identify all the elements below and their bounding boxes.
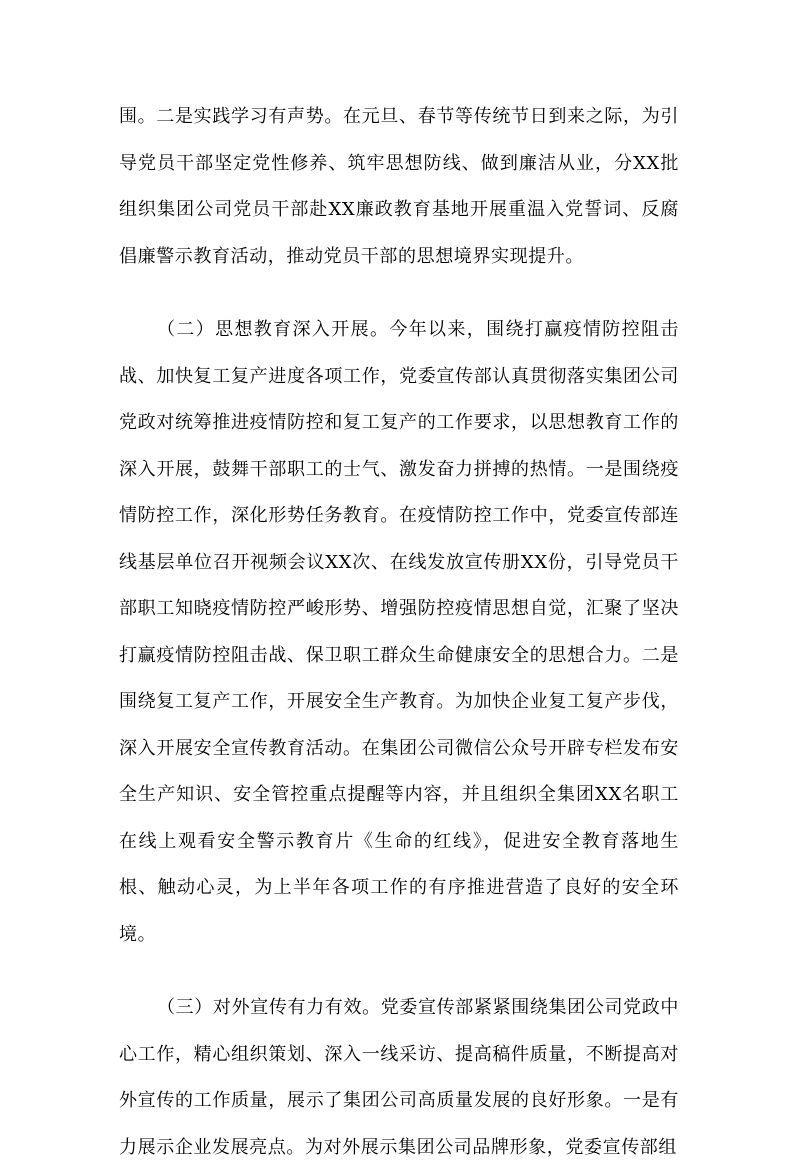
paragraph-continuation: 围。二是实践学习有声势。在元旦、春节等传统节日到来之际，为引导党员干部坚定党性修养、筑牢思想防线、做到廉洁从业，分XX批组织集团公司党员干部赴XX廉政教育基地开展重温入党誓词、反腐倡廉警示教育活动，推动党员干部的思想境界实现提升。 <box>119 106 679 267</box>
paragraph-ideological-education: （二）思想教育深入开展。今年以来，围绕打赢疫情防控阻击战、加快复工复产进度各项工作，党委宣传部认真贯彻落实集团公司党政对统筹推进疫情防控和复工复产的工作要求，以思想教育工作的深入开展，鼓舞干部职工的士气、激发奋力拼搏的热情。一是围绕疫情防控工作，深化形势任务教育。在疫情防控工作中，党委宣传部连线基层单位召开视频会议XX次、在线发放宣传册XX份，引导党员干部职工知晓疫情防控严峻形势、增强防控疫情思想自觉，汇聚了坚决打赢疫情防控阻击战、保卫职工群众生命健康安全的思想合力。二是围绕复工复产工作，开展安全生产教育。为加快企业复工复产步伐，深入开展安全宣传教育活动。在集团公司微信公众号开辟专栏发布安全生产知识、安全管控重点提醒等内容，并且组织全集团XX名职工在线上观看安全警示教育片《生命的红线》，促进安全教育落地生根、触动心灵，为上半年各项工作的有序推进营造了良好的安全环境。 <box>119 319 679 945</box>
paragraph-external-publicity: （三）对外宣传有力有效。党委宣传部紧紧围绕集团公司党政中心工作，精心组织策划、深入一线采访、提高稿件质量，不断提高对外宣传的工作质量，展示了集团公司高质量发展的良好形象。一是有力展示企业发展亮点。为对外展示集团公司品牌形象，党委宣传部组 <box>119 997 679 1158</box>
document-body <box>119 94 679 1171</box>
